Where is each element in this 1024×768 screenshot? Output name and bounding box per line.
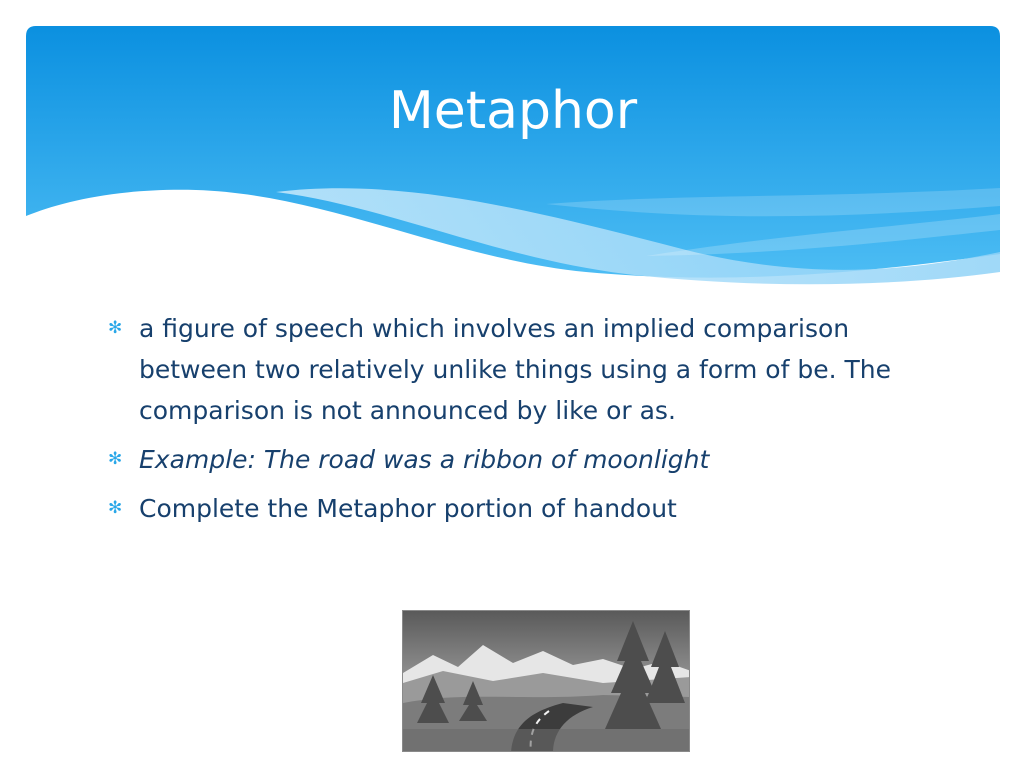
road-landscape-icon <box>403 611 690 752</box>
bullet-item <box>108 488 928 529</box>
road-landscape-picture <box>402 610 690 752</box>
header-wave-graphic <box>26 26 1000 296</box>
asterisk-bullet-icon: ✻ <box>108 318 123 338</box>
bullet-item <box>108 308 928 431</box>
header-band <box>26 26 1000 296</box>
bullet-text: Complete the Metaphor portion of handout <box>139 494 677 523</box>
asterisk-bullet-icon: ✻ <box>108 498 123 518</box>
bullet-text: a figure of speech which involves an implied comparison between two relatively unlike things using a form of be. The comparison is not announced by like or as. <box>139 314 891 425</box>
asterisk-bullet-icon: ✻ <box>108 449 123 469</box>
slide-title: Metaphor <box>388 81 638 141</box>
bullet-item <box>108 439 928 480</box>
bullet-list <box>108 308 928 537</box>
bullet-text-example: Example: The road was a ribbon of moonlight <box>139 445 710 474</box>
